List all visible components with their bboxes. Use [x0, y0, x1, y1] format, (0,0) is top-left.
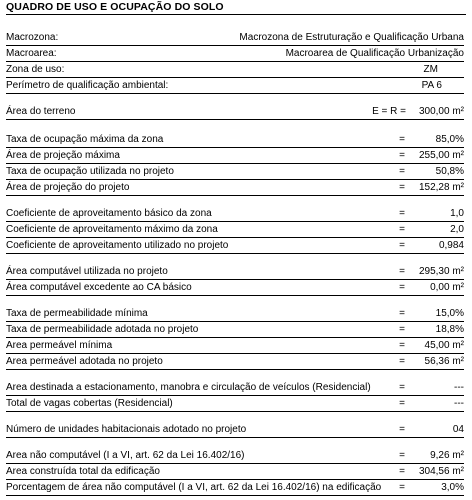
table-row — [6, 338, 464, 354]
row-value: 45,00 m² — [424, 340, 464, 351]
row-label: Area permeável adotada no projeto — [6, 356, 163, 367]
row-equals: = — [399, 398, 405, 409]
row-value: 1,0 — [450, 208, 464, 219]
table-row — [6, 280, 464, 296]
row-equals: = — [399, 482, 405, 493]
row-value: Macroarea de Qualificação Urbanização — [285, 48, 464, 59]
row-expression: E = R = — [372, 106, 406, 117]
row-equals: = — [399, 134, 405, 145]
row-equals: = — [399, 208, 405, 219]
row-equals: = — [399, 166, 405, 177]
row-value: 56,36 m² — [424, 356, 464, 367]
row-value: --- — [454, 398, 464, 409]
row-value: 304,56 m² — [418, 466, 464, 477]
row-value: 18,8% — [435, 324, 464, 335]
table-row — [6, 354, 464, 370]
row-equals: = — [399, 308, 405, 319]
row-equals: = — [399, 240, 405, 251]
row-equals: = — [399, 182, 405, 193]
row-label: Perímetro de qualificação ambiental: — [6, 80, 169, 91]
row-value: 295,30 m² — [418, 266, 464, 277]
row-label: Area construída total da edificação — [6, 466, 160, 477]
row-value: 2,0 — [450, 224, 464, 235]
row-value: 85,0% — [435, 134, 464, 145]
row-value: 0,00 m² — [430, 282, 464, 293]
row-equals: = — [399, 450, 405, 461]
table-row — [6, 380, 464, 396]
table-row — [6, 180, 464, 196]
row-label: Taxa de permeabilidade adotada no projeto — [6, 324, 199, 335]
table-row — [6, 422, 464, 438]
table-row — [6, 306, 464, 322]
row-label: Total de vagas cobertas (Residencial) — [6, 398, 173, 409]
table-row — [6, 480, 464, 496]
table-row — [6, 222, 464, 238]
row-label: Area destinada a estacionamento, manobra e circulação de veículos (Residencial) — [6, 382, 371, 393]
row-label: Área computável utilizada no projeto — [6, 266, 168, 277]
row-label: Area não computável (I a VI, art. 62 da Lei 16.402/16) — [6, 450, 245, 461]
row-value: 152,28 m² — [418, 182, 464, 193]
row-label: Área computável excedente ao CA básico — [6, 282, 192, 293]
table-row — [6, 464, 464, 480]
row-value: 300,00 m² — [418, 106, 464, 117]
table-row — [6, 148, 464, 164]
row-label: Coeficiente de aproveitamento máximo da zona — [6, 224, 218, 235]
table-row — [6, 396, 464, 412]
row-value: Macrozona de Estruturação e Qualificação Urbana — [239, 32, 464, 43]
row-label: Zona de uso: — [6, 64, 65, 75]
row-value: 9,26 m² — [430, 450, 464, 461]
row-value: 50,8% — [435, 166, 464, 177]
area-terreno-row — [6, 104, 464, 120]
row-equals: = — [399, 382, 405, 393]
table-row — [6, 322, 464, 338]
row-equals: = — [399, 340, 405, 351]
table-row — [6, 206, 464, 222]
row-value: 04 — [452, 424, 464, 435]
row-label: Taxa de ocupação máxima da zona — [6, 134, 164, 145]
row-equals: = — [399, 150, 405, 161]
row-label: Macroarea: — [6, 48, 57, 59]
row-value: --- — [454, 382, 464, 393]
perimetro-row — [6, 78, 464, 94]
row-value: ZM — [423, 64, 438, 75]
row-label: Área de projeção do projeto — [6, 182, 130, 193]
row-label: Coeficiente de aproveitamento utilizado no projeto — [6, 240, 229, 251]
row-equals: = — [399, 356, 405, 367]
row-label: Número de unidades habitacionais adotado no projeto — [6, 424, 247, 435]
table-row — [6, 164, 464, 180]
zona-de-uso-row — [6, 62, 464, 78]
row-label: Area permeável mínima — [6, 340, 113, 351]
row-label: Área do terreno — [6, 106, 76, 117]
row-equals: = — [399, 224, 405, 235]
row-label: Taxa de permeabilidade mínima — [6, 308, 148, 319]
row-equals: = — [399, 324, 405, 335]
row-label: Porcentagem de área não computável (I a VI, art. 62 da Lei 16.402/16) na edificação — [6, 482, 382, 493]
row-label: Coeficiente de aproveitamento básico da zona — [6, 208, 212, 219]
row-value: 255,00 m² — [418, 150, 464, 161]
table-row — [6, 264, 464, 280]
row-value: 3,0% — [441, 482, 464, 493]
table-row — [6, 448, 464, 464]
table-title: QUADRO DE USO E OCUPAÇÃO DO SOLO — [6, 1, 224, 13]
row-label: Macrozona: — [6, 32, 59, 43]
row-value: 15,0% — [435, 308, 464, 319]
table-row — [6, 238, 464, 254]
title-divider — [6, 14, 466, 15]
macrozona-row — [6, 30, 464, 46]
macroarea-row — [6, 46, 464, 62]
row-label: Taxa de ocupação utilizada no projeto — [6, 166, 174, 177]
row-value: PA 6 — [421, 80, 442, 91]
row-equals: = — [399, 466, 405, 477]
row-equals: = — [399, 266, 405, 277]
row-label: Área de projeção máxima — [6, 150, 120, 161]
table-row — [6, 132, 464, 148]
row-value: 0,984 — [438, 240, 464, 251]
row-equals: = — [399, 424, 405, 435]
row-equals: = — [399, 282, 405, 293]
